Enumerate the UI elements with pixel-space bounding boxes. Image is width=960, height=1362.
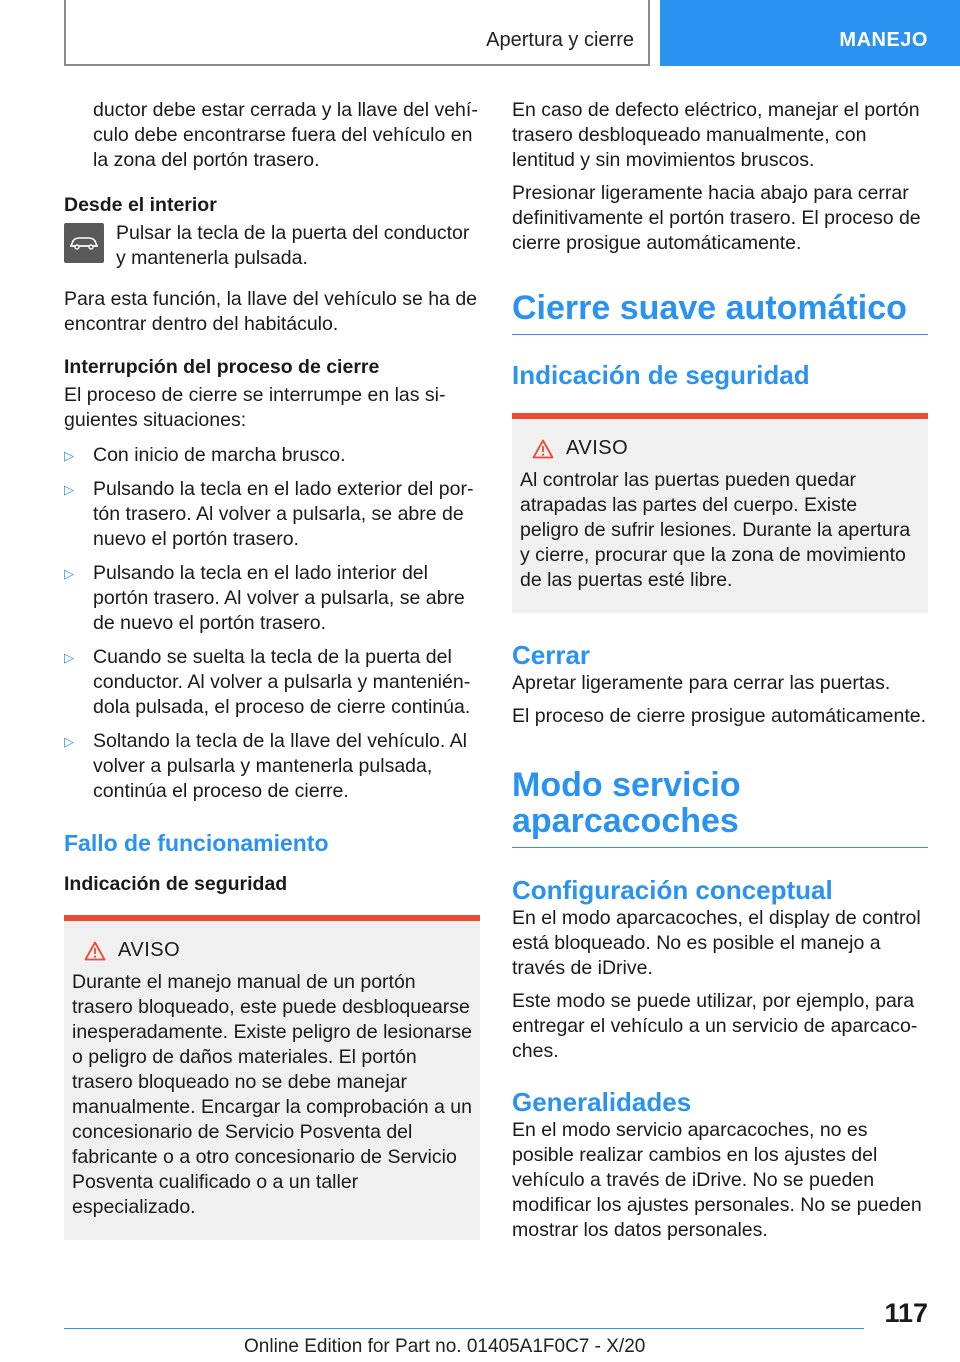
valet-mode-heading: Modo servicio aparcacoches xyxy=(512,766,741,840)
warning-title: AVISO xyxy=(118,939,181,961)
interior-text: Pulsar la tecla de la puerta del conductor y mantenerla pulsada. xyxy=(116,222,470,269)
interruption-list xyxy=(64,443,480,804)
safety-heading-right: Indicación de seguridad xyxy=(512,360,810,390)
warning-text: Al controlar las puertas pueden quedar atrapadas las partes del cuerpo. Existe peligro de sufrir lesiones. Durante la apertura y cierre, procurar que la zona de movimiento de las puertas esté libre. xyxy=(520,469,911,591)
soft-close-heading: Cierre suave automático xyxy=(512,290,928,335)
list-item: ▷ Pulsando la tecla en el lado interior del portón trasero. Al volver a pulsarla, se abre de nuevo el portón trasero. xyxy=(64,562,465,634)
general-paragraph: En el modo servicio aparcacoches, no es posible realizar cambios en los ajustes del vehículo a través de iDrive. No se pueden modificar los ajustes personales. No se pueden mostrar los datos personales. xyxy=(512,1119,922,1241)
warning-header xyxy=(84,939,472,962)
general-heading: Generalidades xyxy=(512,1087,692,1117)
chapter-tab xyxy=(660,0,960,66)
concept-paragraph-1: En el modo aparcacoches, el display de control está bloqueado. No es posible el manejo a través de iDrive. xyxy=(512,907,921,979)
chapter-title: MANEJO xyxy=(839,29,928,51)
safety-heading-left: Indicación de seguridad xyxy=(64,873,288,895)
triangle-bullet-icon: ▷ xyxy=(64,650,74,665)
interior-instruction xyxy=(64,221,480,271)
left-column xyxy=(64,98,480,1240)
close-heading: Cerrar xyxy=(512,640,591,670)
page-header xyxy=(0,0,960,66)
right-column xyxy=(512,98,928,1251)
interruption-heading: Interrupción del proceso de cierre xyxy=(64,356,380,378)
triangle-bullet-icon: ▷ xyxy=(64,448,74,463)
list-item: ▷ Cuando se suelta la tecla de la puerta del conductor. Al volver a pulsarla y manteniéndola pulsada, el proceso de cierre continúa. xyxy=(64,646,471,718)
section-header xyxy=(64,0,650,66)
warning-box-right xyxy=(512,413,928,613)
warning-triangle-icon xyxy=(532,439,554,459)
triangle-bullet-icon: ▷ xyxy=(64,734,74,749)
triangle-bullet-icon: ▷ xyxy=(64,566,74,581)
section-title: Apertura y cierre xyxy=(486,29,634,51)
electrical-defect-paragraph: En caso de defecto eléctrico, manejar el portón trasero desbloqueado manualmente, con lentitud y sin movimientos bruscos. xyxy=(512,99,920,171)
warning-title: AVISO xyxy=(566,437,629,459)
intro-paragraph: ductor debe estar cerrada y la llave del vehículo debe encontrarse fuera del vehículo en la zona del portón trasero. xyxy=(93,99,478,171)
warning-triangle-icon xyxy=(84,941,106,961)
page-number: 117 xyxy=(884,1298,928,1328)
warning-header xyxy=(532,437,920,460)
list-item: ▷ Soltando la tecla de la llave del vehículo. Al volver a pulsarla y mantenerla pulsada, continúa el proceso de cierre. xyxy=(64,730,467,802)
edition-text: Online Edition for Part no. 01405A1F0C7 - X/20 xyxy=(244,1336,646,1357)
warning-text: Durante el manejo manual de un portón trasero bloqueado, este puede desbloquearse inesperadamente. Existe peligro de lesionarse o peligro de daños materiales. El portón trasero bloqueado no se debe manejar manualmente. Encargar la comprobación a un concesionario de Servicio Posventa del fabricante o a otro concesionario de Servicio Posventa cualificado o a un taller especializado. xyxy=(72,971,472,1218)
warning-box-left xyxy=(64,915,480,1240)
close-paragraph-1: Apretar ligeramente para cerrar las puertas. xyxy=(512,672,891,694)
concept-paragraph-2: Este modo se puede utilizar, por ejemplo, para entregar el vehículo a un servicio de aparcacoches. xyxy=(512,990,918,1062)
triangle-bullet-icon: ▷ xyxy=(64,482,74,497)
list-item: ▷ Con inicio de marcha brusco. xyxy=(64,444,346,466)
list-item: ▷ Pulsando la tecla en el lado exterior del portón trasero. Al volver a pulsarla, se abre de nuevo el portón trasero. xyxy=(64,478,474,550)
valet-heading-rule xyxy=(512,847,928,848)
close-paragraph-2: El proceso de cierre prosigue automáticamente. xyxy=(512,705,927,727)
car-door-icon xyxy=(64,223,104,263)
footer-rule xyxy=(64,1328,864,1329)
interior-heading: Desde el interior xyxy=(64,194,217,216)
function-paragraph: Para esta función, la llave del vehículo se ha de encontrar dentro del habitáculo. xyxy=(64,288,478,335)
malfunction-heading: Fallo de funcionamiento xyxy=(64,830,329,856)
interruption-paragraph: El proceso de cierre se interrumpe en las siguientes situaciones: xyxy=(64,384,446,431)
concept-heading: Configuración conceptual xyxy=(512,875,833,905)
press-down-paragraph: Presionar ligeramente hacia abajo para cerrar definitivamente el portón trasero. El proceso de cierre prosigue automáticamente. xyxy=(512,182,921,254)
